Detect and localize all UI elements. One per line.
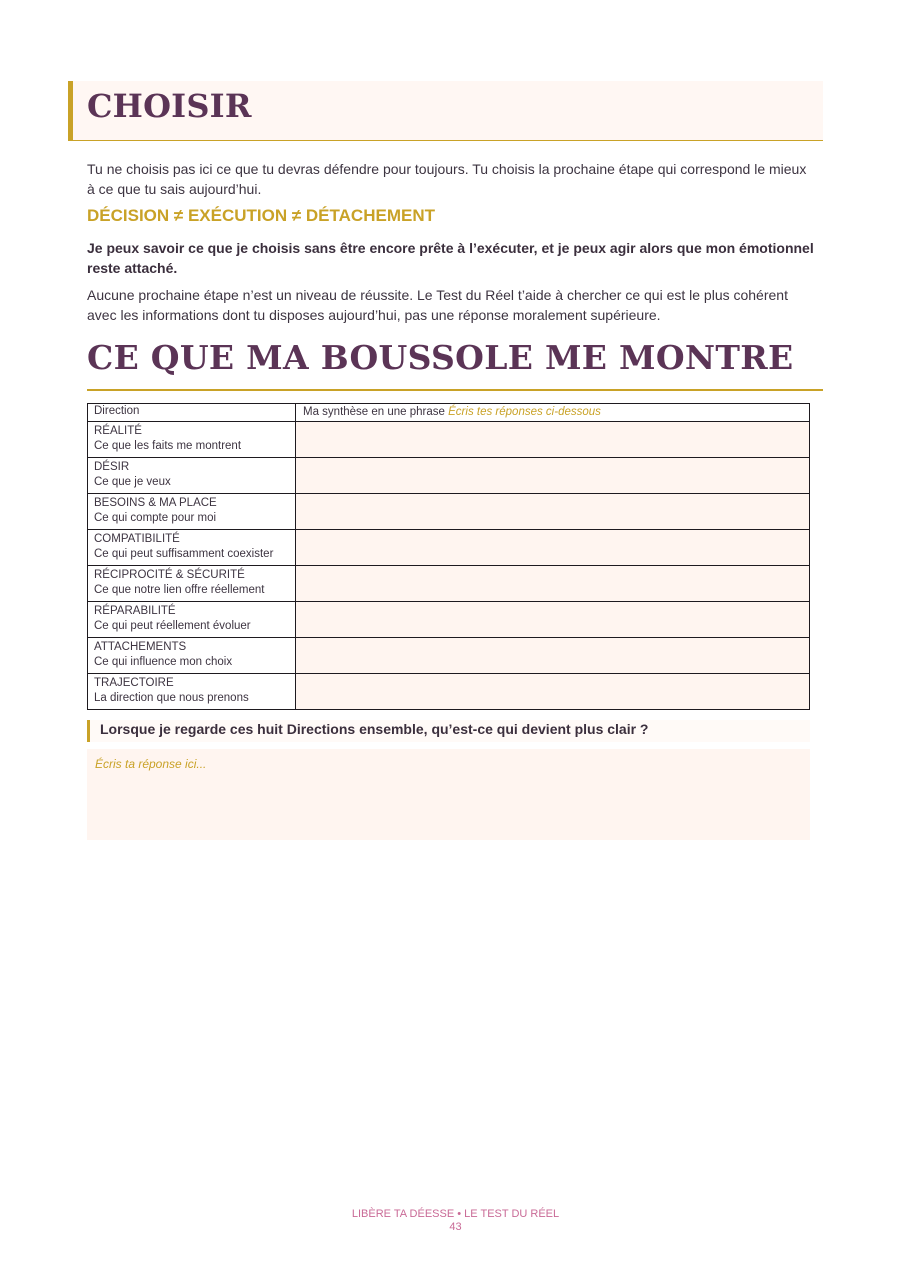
table-row [88,422,809,458]
answer-field[interactable] [87,749,810,840]
answer-placeholder: Écris ta réponse ici... [95,757,207,771]
table-row [88,602,809,638]
summary-input-cell[interactable] [296,530,809,565]
footer-title [0,1208,911,1221]
direction-description: Ce qui compte pour moi [94,512,217,524]
direction-description: Ce que notre lien offre réellement [94,584,265,596]
compass-table [87,403,810,710]
direction-description: La direction que nous prenons [94,692,249,704]
direction-cell [88,494,296,529]
summary-input-cell[interactable] [296,458,809,493]
direction-name: COMPATIBILITÉ [94,533,180,545]
section-title-boussole: CE QUE MA BOUSSOLE ME MONTRE [87,338,794,377]
table-row [88,494,809,530]
summary-input-cell[interactable] [296,422,809,457]
header-summary [296,404,809,421]
direction-description: Ce que je veux [94,476,171,488]
section-title-choisir: CHOISIR [87,87,252,125]
direction-name: TRAJECTOIRE [94,677,174,689]
question-text: Lorsque je regarde ces huit Directions ensemble, qu’est-ce qui devient plus clair ? [100,721,649,737]
header-direction: Direction [88,404,296,421]
direction-cell [88,602,296,637]
section-heading-box [68,81,823,141]
header-hint: Écris tes réponses ci-dessous [448,406,601,418]
direction-description: Ce qui peut suffisamment coexister [94,548,274,560]
direction-cell [88,530,296,565]
table-row [88,458,809,494]
page-footer [0,1208,911,1234]
intro-paragraph: Tu ne choisis pas ici ce que tu devras défendre pour toujours. Tu choisis la prochaine étape qui correspond le mieux à ce que tu sais aujourd’hui. [87,161,807,197]
direction-cell [88,422,296,457]
direction-cell [88,674,296,709]
direction-name: RÉCIPROCITÉ & SÉCURITÉ [94,569,245,581]
summary-input-cell[interactable] [296,566,809,601]
direction-name: RÉPARABILITÉ [94,605,176,617]
footer-left: LIBÈRE TA DÉESSE [351,1208,455,1220]
bold-paragraph: Je peux savoir ce que je choisis sans être encore prête à l’exécuter, et je peux agir alors que mon émotionnel reste attaché. [87,240,814,276]
direction-description: Ce qui peut réellement évoluer [94,620,251,632]
direction-name: ATTACHEMENTS [94,641,187,653]
direction-cell [88,638,296,673]
direction-name: RÉALITÉ [94,425,142,437]
table-row [88,674,809,709]
body-paragraph: Aucune prochaine étape n’est un niveau de réussite. Le Test du Réel t’aide à chercher ce qui est le plus cohérent avec les informations dont tu disposes aujourd’hui, pas une réponse moralement supérieure. [87,287,788,323]
summary-input-cell[interactable] [296,638,809,673]
summary-input-cell[interactable] [296,494,809,529]
table-row [88,638,809,674]
header-summary-label: Ma synthèse en une phrase [303,406,445,418]
reflection-question [87,720,810,742]
direction-description: Ce que les faits me montrent [94,440,242,452]
direction-cell [88,458,296,493]
direction-name: BESOINS & MA PLACE [94,497,217,509]
summary-input-cell[interactable] [296,602,809,637]
table-header-row [88,404,809,422]
subheading: DÉCISION ≠ EXÉCUTION ≠ DÉTACHEMENT [87,206,435,225]
direction-description: Ce qui influence mon choix [94,656,233,668]
footer-right: LE TEST DU RÉEL [464,1208,560,1220]
direction-cell [88,566,296,601]
table-row [88,530,809,566]
page-number: 43 [449,1221,462,1233]
section-heading-boussole [87,336,823,391]
footer-separator: • [457,1208,462,1220]
summary-input-cell[interactable] [296,674,809,709]
table-row [88,566,809,602]
direction-name: DÉSIR [94,461,130,473]
